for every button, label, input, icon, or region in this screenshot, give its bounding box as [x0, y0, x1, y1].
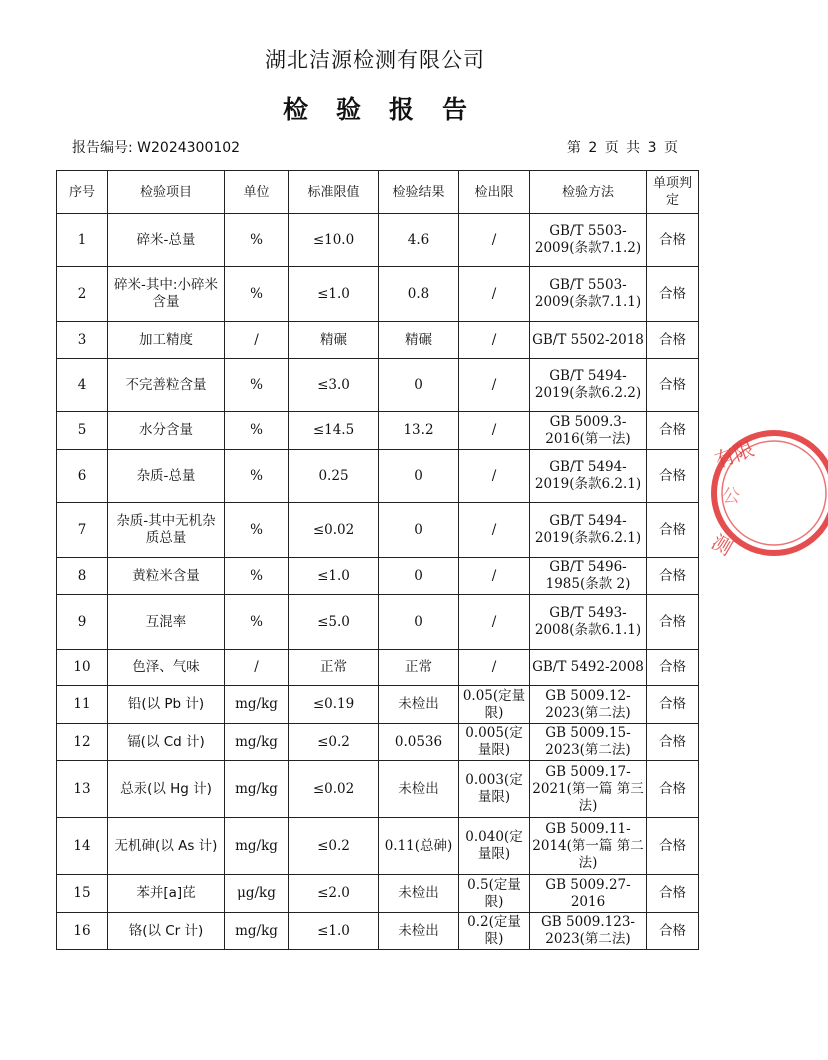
cell-no: 11 [57, 686, 108, 724]
page-indicator: 第 2 页 共 3 页 [566, 140, 678, 156]
cell-unit: % [225, 267, 289, 322]
table-row [57, 322, 699, 359]
table-row [57, 503, 699, 558]
report-title: 检验报告 [282, 95, 495, 124]
cell-unit: / [225, 650, 289, 686]
cell-unit: % [225, 214, 289, 267]
cell-method: GB 5009.27-2016 [530, 875, 647, 913]
cell-item: 水分含量 [108, 412, 225, 450]
cell-limit: ≤1.0 [289, 913, 379, 950]
cell-no: 9 [57, 595, 108, 650]
cell-no: 16 [57, 913, 108, 950]
results-table [56, 170, 699, 950]
cell-result: 0 [379, 450, 459, 503]
cell-verdict: 合格 [647, 761, 699, 818]
cell-detection: / [459, 595, 530, 650]
cell-limit: ≤1.0 [289, 267, 379, 322]
cell-verdict: 合格 [647, 558, 699, 595]
cell-detection: 0.003(定量限) [459, 761, 530, 818]
cell-item: 无机砷(以 As 计) [108, 818, 225, 875]
cell-verdict: 合格 [647, 450, 699, 503]
cell-result: 13.2 [379, 412, 459, 450]
cell-item: 碎米-其中:小碎米含量 [108, 267, 225, 322]
cell-no: 13 [57, 761, 108, 818]
cell-method: GB/T 5494-2019(条款6.2.1) [530, 450, 647, 503]
cell-method: GB/T 5496-1985(条款 2) [530, 558, 647, 595]
cell-limit: ≤0.2 [289, 818, 379, 875]
cell-item: 互混率 [108, 595, 225, 650]
svg-text:有限: 有限 [711, 436, 758, 473]
table-row [57, 595, 699, 650]
table-header-row [57, 171, 699, 214]
cell-detection: / [459, 650, 530, 686]
cell-no: 6 [57, 450, 108, 503]
cell-method: GB/T 5502-2018 [530, 322, 647, 359]
header-limit: 标准限值 [289, 171, 379, 214]
cell-limit: ≤1.0 [289, 558, 379, 595]
cell-verdict: 合格 [647, 214, 699, 267]
cell-no: 7 [57, 503, 108, 558]
report-number [72, 137, 240, 157]
table-row [57, 875, 699, 913]
company-seal-stamp [708, 418, 828, 568]
table-row [57, 267, 699, 322]
cell-unit: / [225, 322, 289, 359]
table-row [57, 818, 699, 875]
cell-no: 4 [57, 359, 108, 412]
table-row [57, 214, 699, 267]
cell-unit: % [225, 359, 289, 412]
table-row [57, 724, 699, 761]
cell-unit: % [225, 503, 289, 558]
header-result: 检验结果 [379, 171, 459, 214]
cell-item: 苯并[a]芘 [108, 875, 225, 913]
cell-result: 0 [379, 595, 459, 650]
cell-unit: % [225, 558, 289, 595]
cell-no: 8 [57, 558, 108, 595]
cell-detection: 0.5(定量限) [459, 875, 530, 913]
report-number-label: 报告编号: [72, 140, 133, 156]
header-item: 检验项目 [108, 171, 225, 214]
svg-text:测: 测 [707, 529, 737, 561]
cell-result: 0 [379, 558, 459, 595]
cell-result: 精碾 [379, 322, 459, 359]
cell-unit: % [225, 412, 289, 450]
report-number-value: W2024300102 [137, 140, 241, 156]
header-detection-limit: 检出限 [459, 171, 530, 214]
cell-method: GB 5009.11-2014(第一篇 第二法) [530, 818, 647, 875]
cell-method: GB 5009.12-2023(第二法) [530, 686, 647, 724]
cell-verdict: 合格 [647, 818, 699, 875]
cell-unit: mg/kg [225, 724, 289, 761]
cell-verdict: 合格 [647, 724, 699, 761]
cell-item: 色泽、气味 [108, 650, 225, 686]
cell-no: 12 [57, 724, 108, 761]
cell-detection: / [459, 267, 530, 322]
cell-unit: % [225, 450, 289, 503]
cell-result: 0 [379, 503, 459, 558]
cell-detection: / [459, 503, 530, 558]
table-row [57, 686, 699, 724]
cell-method: GB/T 5494-2019(条款6.2.2) [530, 359, 647, 412]
cell-limit: 正常 [289, 650, 379, 686]
cell-unit: mg/kg [225, 818, 289, 875]
table-row [57, 913, 699, 950]
cell-item: 铅(以 Pb 计) [108, 686, 225, 724]
cell-item: 镉(以 Cd 计) [108, 724, 225, 761]
cell-verdict: 合格 [647, 267, 699, 322]
cell-result: 0 [379, 359, 459, 412]
cell-verdict: 合格 [647, 650, 699, 686]
cell-no: 14 [57, 818, 108, 875]
cell-limit: ≤10.0 [289, 214, 379, 267]
cell-result: 0.11(总砷) [379, 818, 459, 875]
table-row [57, 412, 699, 450]
table-row [57, 359, 699, 412]
cell-no: 1 [57, 214, 108, 267]
cell-unit: % [225, 595, 289, 650]
cell-detection: / [459, 322, 530, 359]
cell-result: 未检出 [379, 875, 459, 913]
cell-item: 铬(以 Cr 计) [108, 913, 225, 950]
cell-method: GB/T 5494-2019(条款6.2.1) [530, 503, 647, 558]
header-verdict: 单项判定 [647, 171, 699, 214]
cell-verdict: 合格 [647, 359, 699, 412]
cell-limit: ≤0.02 [289, 503, 379, 558]
cell-item: 不完善粒含量 [108, 359, 225, 412]
cell-item: 黄粒米含量 [108, 558, 225, 595]
cell-unit: mg/kg [225, 761, 289, 818]
cell-item: 碎米-总量 [108, 214, 225, 267]
table-row [57, 650, 699, 686]
cell-item: 加工精度 [108, 322, 225, 359]
cell-detection: / [459, 214, 530, 267]
cell-limit: ≤14.5 [289, 412, 379, 450]
cell-unit: μg/kg [225, 875, 289, 913]
cell-verdict: 合格 [647, 595, 699, 650]
cell-unit: mg/kg [225, 686, 289, 724]
cell-method: GB/T 5493-2008(条款6.1.1) [530, 595, 647, 650]
cell-limit: ≤0.02 [289, 761, 379, 818]
cell-result: 未检出 [379, 913, 459, 950]
cell-no: 2 [57, 267, 108, 322]
cell-detection: / [459, 412, 530, 450]
cell-verdict: 合格 [647, 503, 699, 558]
header-method: 检验方法 [530, 171, 647, 214]
cell-verdict: 合格 [647, 412, 699, 450]
svg-text:公: 公 [722, 486, 740, 507]
header-unit: 单位 [225, 171, 289, 214]
cell-result: 0.0536 [379, 724, 459, 761]
cell-limit: ≤5.0 [289, 595, 379, 650]
cell-no: 10 [57, 650, 108, 686]
cell-item: 杂质-其中无机杂质总量 [108, 503, 225, 558]
cell-item: 总汞(以 Hg 计) [108, 761, 225, 818]
cell-limit: ≤0.19 [289, 686, 379, 724]
company-name: 湖北洁源检测有限公司 [265, 48, 485, 72]
cell-limit: ≤3.0 [289, 359, 379, 412]
cell-no: 5 [57, 412, 108, 450]
table-row [57, 450, 699, 503]
table-row [57, 761, 699, 818]
cell-method: GB/T 5503-2009(条款7.1.2) [530, 214, 647, 267]
cell-method: GB/T 5503-2009(条款7.1.1) [530, 267, 647, 322]
cell-no: 15 [57, 875, 108, 913]
cell-item: 杂质-总量 [108, 450, 225, 503]
cell-detection: / [459, 558, 530, 595]
cell-detection: 0.040(定量限) [459, 818, 530, 875]
cell-detection: 0.005(定量限) [459, 724, 530, 761]
cell-verdict: 合格 [647, 686, 699, 724]
cell-method: GB/T 5492-2008 [530, 650, 647, 686]
cell-detection: / [459, 359, 530, 412]
cell-result: 0.8 [379, 267, 459, 322]
cell-unit: mg/kg [225, 913, 289, 950]
cell-method: GB 5009.17-2021(第一篇 第三法) [530, 761, 647, 818]
cell-result: 正常 [379, 650, 459, 686]
cell-detection: 0.05(定量限) [459, 686, 530, 724]
cell-method: GB 5009.15-2023(第二法) [530, 724, 647, 761]
cell-method: GB 5009.3-2016(第一法) [530, 412, 647, 450]
cell-verdict: 合格 [647, 322, 699, 359]
cell-result: 未检出 [379, 686, 459, 724]
cell-limit: ≤2.0 [289, 875, 379, 913]
cell-verdict: 合格 [647, 875, 699, 913]
header-no: 序号 [57, 171, 108, 214]
table-row [57, 558, 699, 595]
cell-limit: 0.25 [289, 450, 379, 503]
cell-result: 未检出 [379, 761, 459, 818]
cell-detection: 0.2(定量限) [459, 913, 530, 950]
cell-no: 3 [57, 322, 108, 359]
cell-detection: / [459, 450, 530, 503]
cell-limit: 精碾 [289, 322, 379, 359]
cell-method: GB 5009.123-2023(第二法) [530, 913, 647, 950]
cell-result: 4.6 [379, 214, 459, 267]
cell-verdict: 合格 [647, 913, 699, 950]
cell-limit: ≤0.2 [289, 724, 379, 761]
